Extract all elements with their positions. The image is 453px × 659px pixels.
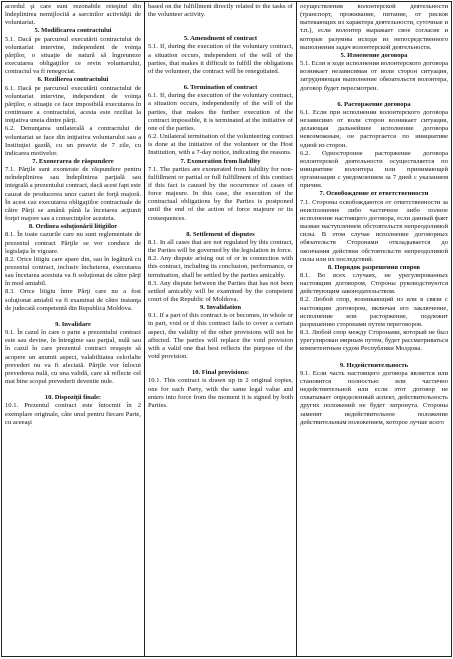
section-heading: 8. Ordinea soluţionării litigiilor bbox=[28, 223, 118, 231]
section-heading: 8. Порядок разрешения споров bbox=[327, 263, 421, 271]
romanian-column bbox=[2, 2, 145, 656]
paragraph: 6.1. Dacă pe parcursul executării contractului de voluntariat intervine, independent de voinţa părţilor, o situaţie ce face imposibilă executarea în continuare a contractului, acesta este reziliat la iniţiativa uneia dintre părţi. bbox=[5, 84, 141, 125]
paragraph: 8.2. Orice litigiu care apare din, sau în legătură cu prezentul contract, inclusiv încheierea, executarea sau încetarea acestuia va fi soluţionat de către părţi în mod amiabil. bbox=[5, 255, 141, 288]
section-heading: 10. Final provisions: bbox=[191, 369, 250, 377]
section-heading: 8. Settlement of disputes bbox=[186, 230, 255, 238]
spacer bbox=[5, 386, 141, 394]
spacer bbox=[300, 354, 448, 362]
section-heading: 10. Dispoziţii finale: bbox=[44, 394, 102, 402]
paragraph: 9.1. În cazul în care o parte a prezentului contract este sau devine, în întregime sau parţial, nulă sau în cazul în care prezentul contract reuşeşte să acopere un anumit aspect, valabilitatea celorlalte prevederi nu va fi afectată. Părţile vor înlocui prevederea nulă, cu una validă, care să reflecte cel mai bine scopul prevederii devenite nule. bbox=[5, 329, 141, 386]
paragraph: 10.1. This contract is drawn up in 2 original copies, one for each Party, with the same legal value and enters into force from the moment it is signed by both Parties. bbox=[148, 377, 293, 409]
paragraph: 8.3. Any dispute between the Parties that has not been settled amicably will be examined by the competent court of the Republic of Moldova. bbox=[148, 279, 293, 303]
paragraph: 7.1. Стороны освобождаются от ответственности за неисполнение либо частичное либо полное исполнение настоящего договора, если данный факт вызван наступлением обстоятельств непреодолимой силы. В этом случае исполнение договорных обязательств Сторонами откладывается до окончания действия обстоятельств непреодолимой силы или их последствий. bbox=[300, 198, 448, 263]
section-heading: 5. Изменение договора bbox=[340, 51, 408, 59]
spacer bbox=[148, 19, 293, 27]
spacer bbox=[5, 313, 141, 321]
spacer bbox=[148, 27, 293, 35]
paragraph: 8.1. În toate cazurile care nu sunt reglementate de prezentul contract Părţile se vor conduce de legislaţia în vigoare. bbox=[5, 231, 141, 255]
paragraph: 5.1. If, during the execution of the voluntary contract, a situation occurs, independent of the will of the parties, that makes it difficult to fulfill the obligations of the volunteer, the contract will be renegotiated. bbox=[148, 43, 293, 75]
paragraph: 8.2. Любой спор, возникающий из или в связи с настоящим договором, включая его заключение, исполнение или расторжение, подлежит разрешению сторонами путем переговоров. bbox=[300, 296, 448, 328]
section-heading: 7. Exonerarea de răspundere bbox=[32, 157, 114, 165]
paragraph: 5.1. Dacă pe parcursul executării contractului de voluntariat intervine, independent de voinţa părţilor, o situaţie de natură să îngreuneze executarea obligaţiilor ce revin voluntarului, contractul va fi renegociat. bbox=[5, 35, 141, 76]
spacer bbox=[300, 93, 448, 101]
paragraph: 6.2. Односторонне расторжение договора волонтерской деятельности осуществляется по инициативе волонтера или принимающей организации с уведомлением за 7 дней с указанием причин. bbox=[300, 149, 448, 190]
paragraph: 8.2. Any dispute arising out of or in connection with this contract, including its conclusion, performance, or termination, shall be settled by the parties amicably. bbox=[148, 255, 293, 279]
paragraph: 8.1. Во всех случаях, не урегулированных настоящим договором, Стороны руководствуются действующим законодательством. bbox=[300, 272, 448, 296]
section-heading: 5. Amendment of contract bbox=[183, 35, 258, 43]
paragraph: 6.2. Denunţarea unilaterală a contractului de voluntariat se face din iniţiativa voluntarului sau a Instituţiei gazdă, cu un preaviz de 7 zile, cu indicarea motivelor. bbox=[5, 125, 141, 157]
paragraph: 7.1. The parties are exonerated from liability for non-fulfillment or partial or full fulfillment of this contract if this fact is caused by the occurrence of cases of force majeure. In this case, the execution of the contractual obligations by the Parties is postponed until the end of the action of force majeure or its consequences. bbox=[148, 165, 293, 222]
section-heading: 7. Освобождение от ответственности bbox=[319, 190, 429, 198]
paragraph: 9.1. If a part of this contract is or becomes, in whole or in part, void or if this contract fails to cover a certain aspect, the validity of the other provisions will not be affected. The parties will replace the void provision with a valid one that best reflects the purpose of the void provision. bbox=[148, 312, 293, 361]
russian-column bbox=[297, 2, 451, 656]
spacer bbox=[148, 361, 293, 369]
contract-page bbox=[1, 1, 452, 657]
paragraph: acordul şi care sunt rezonabile reieşind din îndeplinirea nemijlocită a sarcinilor activităţii de voluntariat. bbox=[5, 3, 141, 27]
paragraph: 8.3. Любой спор между Сторонами, который не был урегулирован мирным путем, будет рассматриваться компетентным судом Республики Молдова. bbox=[300, 329, 448, 353]
paragraph: осуществления волонтерской деятельности (транспорт, проживание, питание, от рисков вытекающих из характера деятельности, суточные и т.п.), если волонтер выражает свое согласие и которые разумны исходя из непосредственного выполнения задач волонтерской деятельности. bbox=[300, 3, 448, 51]
section-heading: 9. Invalidation bbox=[199, 304, 242, 312]
paragraph: 6.1. If, during the execution of the voluntary contract, a situation occurs, independently of the will of the parties, that makes the further execution of the contract impossible, it is terminated at the initiative of one of the parties. bbox=[148, 92, 293, 132]
paragraph: 8.1. In all cases that are not regulated by this contract, the Parties will be governed by the legislation in force. bbox=[148, 238, 293, 255]
section-heading: 6. Rezilierea contractului bbox=[37, 76, 109, 84]
paragraph: 7.1. Părţile sunt exonerate de răspundere pentru neîndeplinirea sau îndeplinirea parţială sau integrală a prezentului contract, dacă acest fapt este cauzat de producerea unor cazuri de forţă majoră. În acest caz executarea obligaţiilor contractuale de către Părţi se amână până la încetarea acţiunii forţei majore sau a consecinţelor acesteia. bbox=[5, 166, 141, 223]
section-heading: 6. Termination of contract bbox=[183, 84, 258, 92]
spacer bbox=[148, 76, 293, 84]
paragraph: 10.1. Prezentul contract este întocmit în 2 exemplare originale, câte unul pentru fiecare Parte, cu aceeaşi bbox=[5, 402, 141, 426]
section-heading: 9. Invalidare bbox=[55, 320, 91, 328]
section-heading: 5. Modificarea contractului bbox=[34, 27, 112, 35]
paragraph: 6.1. Если при исполнении волонтерского договора независимо от воли сторон возникает ситуация, делающая дальнейшее исполнение договора невозможным, он расторгается по инициативе одной из сторон. bbox=[300, 108, 448, 149]
paragraph: 8.3. Orice litigiu între Părţi care nu a fost soluţionat amiabil va fi examinat de către instanţa de judecată competentă din Republica Moldova. bbox=[5, 288, 141, 312]
section-heading: 6. Расторжение договора bbox=[337, 100, 411, 108]
paragraph: 9.1. Если часть настоящего договора является или становится полностью или частично недействительной или если этот договор не охватывает определенный аспект, действительность других положений не будет затронута. Стороны заменят недействительное положение действительным положением, которое лучше всего bbox=[300, 369, 448, 426]
paragraph: based on the fulfillment directly related to the tasks of the volunteer activity. bbox=[148, 3, 293, 19]
section-heading: 9. Недействительность bbox=[339, 361, 409, 369]
english-column bbox=[145, 2, 297, 656]
paragraph: 5.1. Если в ходе исполнения волонтерского договора возникает независимая от воли сторон ситуация, затрудняющая выполнение обязательств волонтера, договор будет пересмотрен. bbox=[300, 60, 448, 92]
paragraph: 6.2. Unilateral termination of the volunteering contract is done at the initiative of the volunteer or the Host Institution, with a 7-day notice, indicating the reasons. bbox=[148, 133, 293, 157]
spacer bbox=[148, 223, 293, 231]
section-heading: 7. Exoneration from liability bbox=[180, 157, 261, 165]
